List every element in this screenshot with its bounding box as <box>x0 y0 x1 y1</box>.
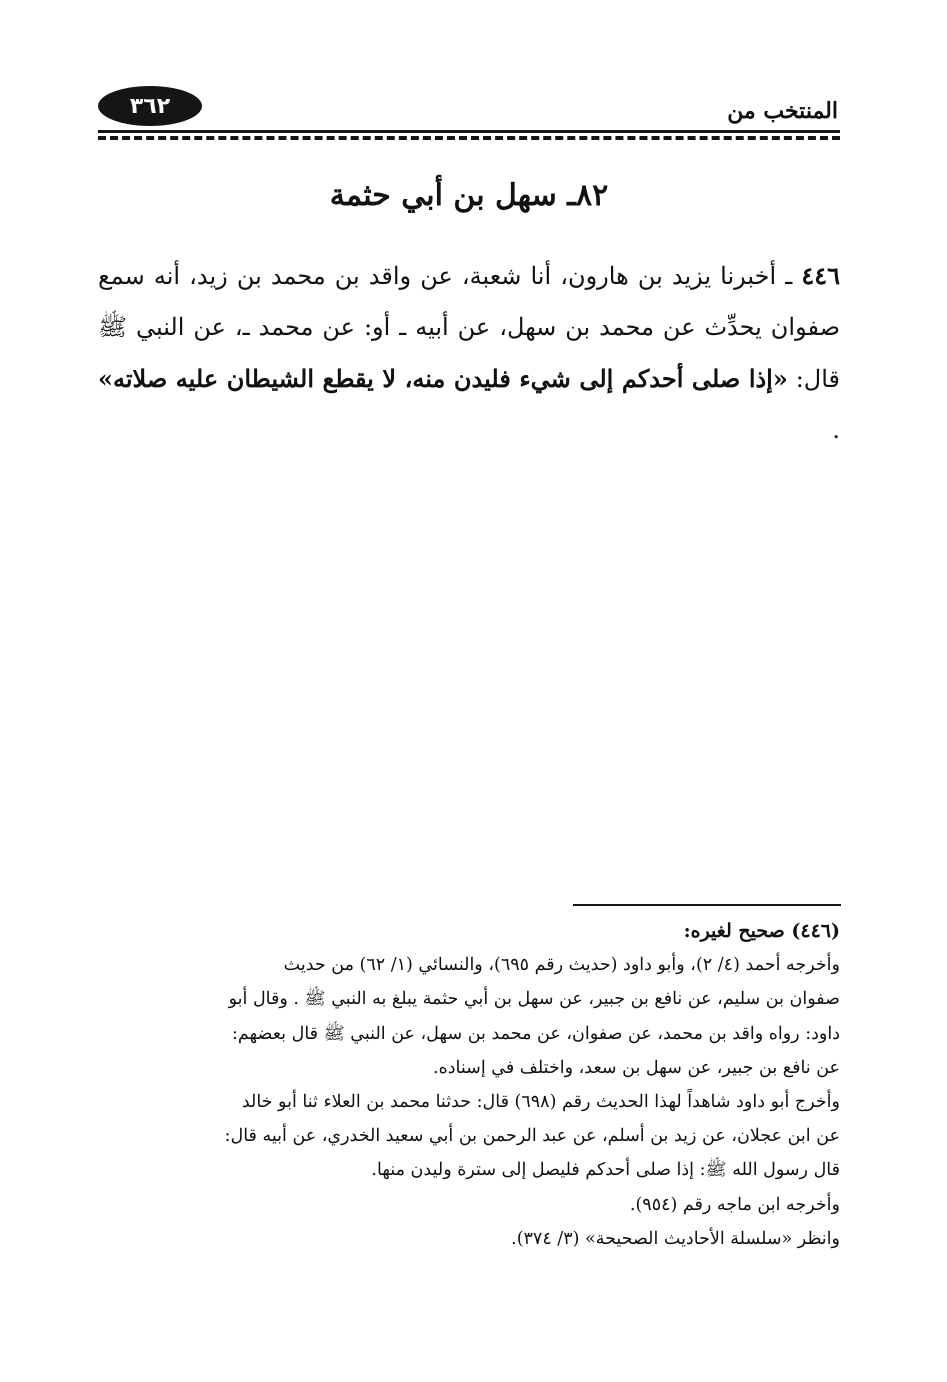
footnote-line: عن نافع بن جبير، عن سهل بن سعد، واختلف في إسناده. <box>433 1057 840 1078</box>
footnote-line: قال رسول الله ﷺ: إذا صلى أحدكم فليصل إلى سترة وليدن منها. <box>371 1160 840 1181</box>
header-rule <box>98 130 840 133</box>
footnote-line: وانظر «سلسلة الأحاديث الصحيحة» (٣/ ٣٧٤). <box>511 1228 840 1249</box>
footnote-separator <box>573 904 841 906</box>
footnote-line: عن ابن عجلان، عن زيد بن أسلم، عن عبد الرحمن بن أبي سعيد الخدري، عن أبيه قال: <box>224 1126 840 1147</box>
hadith-paragraph <box>98 250 840 456</box>
hadith-number: ٤٤٦ <box>801 261 840 290</box>
page-number-badge: ٣٦٢ <box>98 86 202 126</box>
hadith-end: . <box>832 416 840 444</box>
footnote-grade: (٤٤٦) صحيح لغيره: <box>683 920 840 942</box>
footnote-line: وأخرج أبو داود شاهداً لهذا الحديث رقم (٦٩٨) قال: حدثنا محمد بن العلاء ثنا أبو خالد <box>241 1092 840 1113</box>
hadith-isnad: ـ أخبرنا يزيد بن هارون، أنا شعبة، عن واقد بن محمد بن زيد، أنه سمع صفوان يحدِّث عن محمد بن سهل، عن أبيه ـ أو: عن محمد ـ، عن النبي ﷺ قال: <box>98 262 841 393</box>
running-title: المنتخب من <box>727 98 838 124</box>
footnote-line: داود: رواه واقد بن محمد، عن صفوان، عن محمد بن سهل، عن النبي ﷺ قال بعضهم: <box>231 1023 840 1044</box>
header-dashed-rule <box>98 136 840 140</box>
footnotes <box>98 914 840 1256</box>
chapter-title: ٨٢ـ سهل بن أبي حثمة <box>329 178 609 213</box>
hadith-matn: «إذا صلى أحدكم إلى شيء فليدن منه، لا يقطع الشيطان عليه صلاته» <box>98 364 788 393</box>
footnote-line: وأخرجه أحمد (٤/ ٢)، وأبو داود (حديث رقم ٦٩٥)، والنسائي (١/ ٦٢) من حديث <box>283 955 840 976</box>
footnote-line: وأخرجه ابن ماجه رقم (٩٥٤). <box>629 1194 840 1215</box>
footnote-line: صفوان بن سليم، عن نافع بن جبير، عن سهل بن أبي حثمة يبلغ به النبي ﷺ . وقال أبو <box>228 989 840 1010</box>
page-header <box>98 86 840 138</box>
